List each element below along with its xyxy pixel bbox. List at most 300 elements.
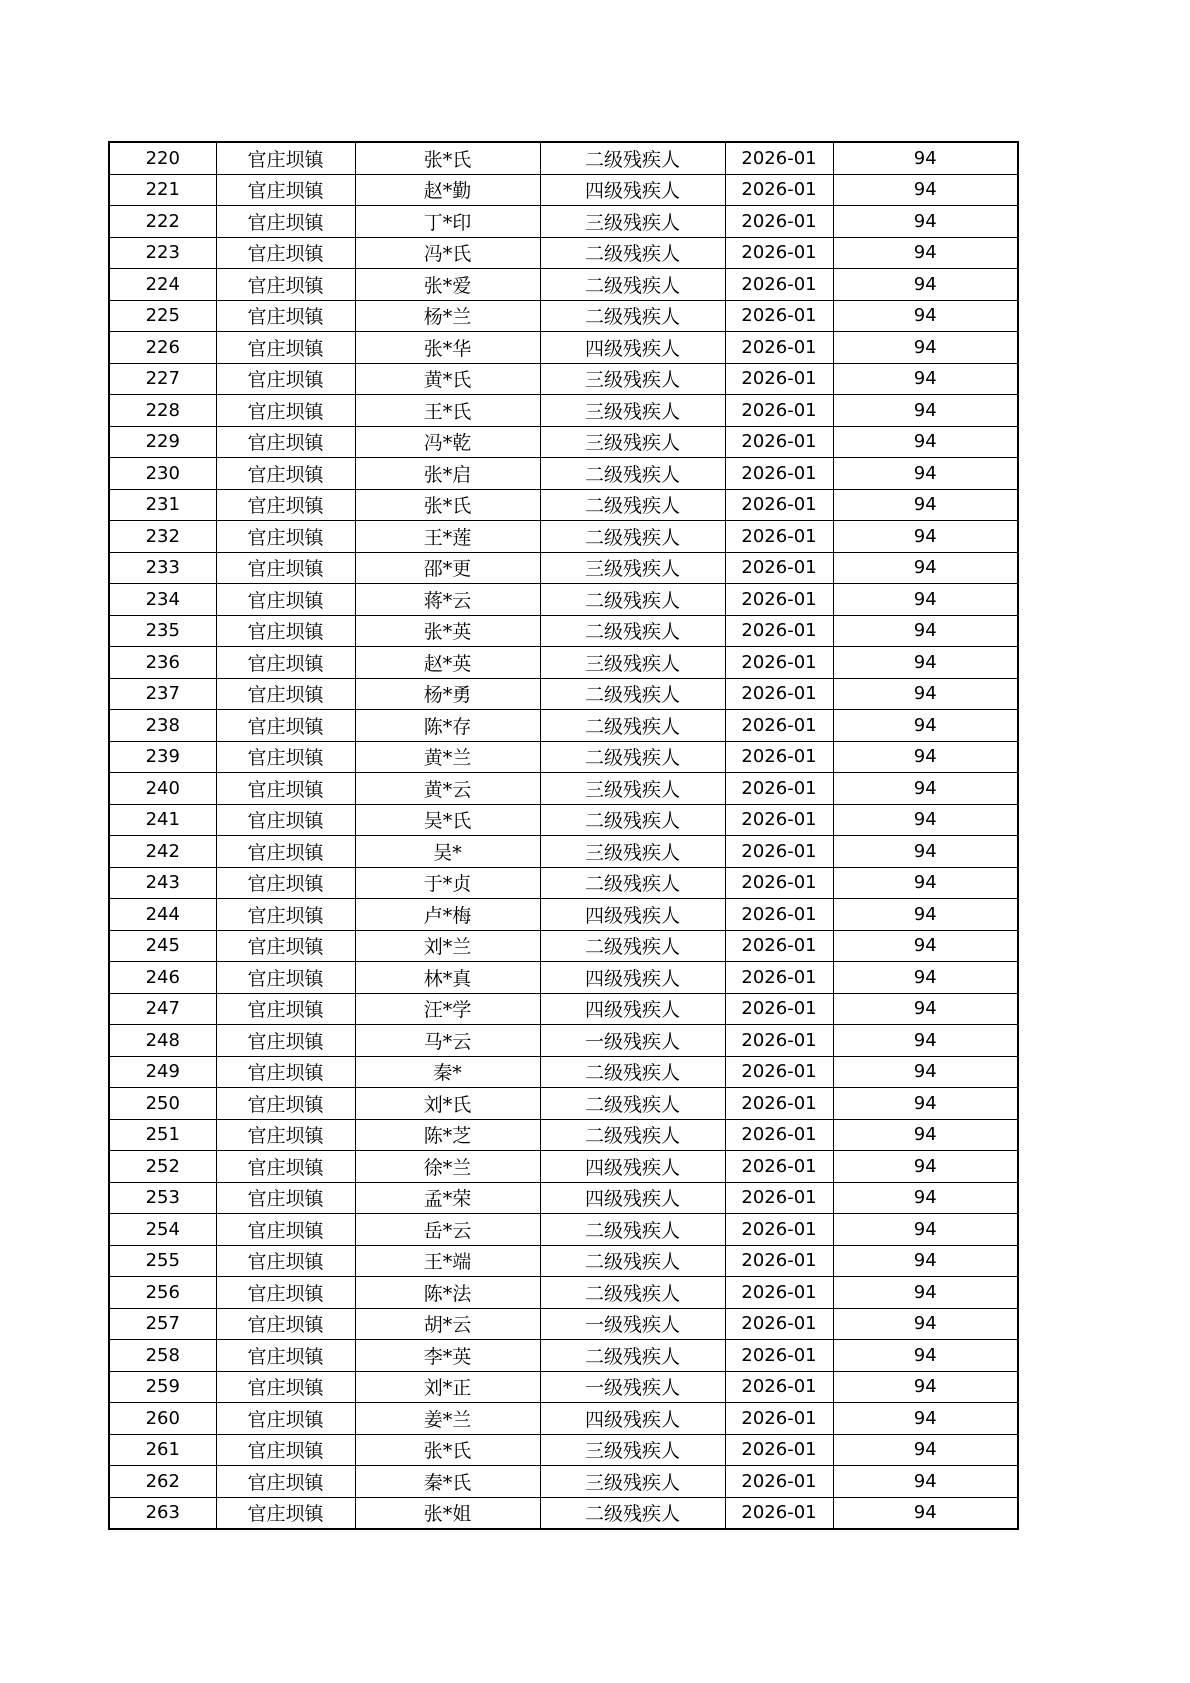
cell-number: 262 xyxy=(109,1466,216,1498)
cell-disability-level: 一级残疾人 xyxy=(540,1025,725,1057)
cell-month: 2026-01 xyxy=(725,1466,833,1498)
cell-number: 251 xyxy=(109,1119,216,1151)
cell-amount: 94 xyxy=(833,1340,1018,1372)
cell-disability-level: 二级残疾人 xyxy=(540,1277,725,1309)
cell-person-name: 赵*英 xyxy=(355,647,540,679)
cell-number: 226 xyxy=(109,332,216,364)
cell-disability-level: 四级残疾人 xyxy=(540,993,725,1025)
cell-month: 2026-01 xyxy=(725,615,833,647)
cell-disability-level: 一级残疾人 xyxy=(540,1371,725,1403)
cell-number: 231 xyxy=(109,489,216,521)
cell-disability-level: 二级残疾人 xyxy=(540,1119,725,1151)
cell-number: 248 xyxy=(109,1025,216,1057)
cell-month: 2026-01 xyxy=(725,1214,833,1246)
table-row xyxy=(109,993,1018,1025)
cell-town: 官庄坝镇 xyxy=(216,269,355,301)
cell-month: 2026-01 xyxy=(725,1497,833,1529)
cell-person-name: 陈*存 xyxy=(355,710,540,742)
cell-month: 2026-01 xyxy=(725,1340,833,1372)
cell-amount: 94 xyxy=(833,332,1018,364)
cell-town: 官庄坝镇 xyxy=(216,458,355,490)
cell-month: 2026-01 xyxy=(725,206,833,238)
cell-month: 2026-01 xyxy=(725,1371,833,1403)
cell-number: 249 xyxy=(109,1056,216,1088)
table-row xyxy=(109,1403,1018,1435)
table-row xyxy=(109,899,1018,931)
cell-person-name: 吴* xyxy=(355,836,540,868)
table-row xyxy=(109,300,1018,332)
cell-amount: 94 xyxy=(833,1466,1018,1498)
cell-amount: 94 xyxy=(833,458,1018,490)
cell-disability-level: 二级残疾人 xyxy=(540,710,725,742)
cell-disability-level: 二级残疾人 xyxy=(540,142,725,174)
cell-person-name: 刘*正 xyxy=(355,1371,540,1403)
cell-number: 221 xyxy=(109,174,216,206)
cell-number: 252 xyxy=(109,1151,216,1183)
cell-person-name: 丁*印 xyxy=(355,206,540,238)
cell-town: 官庄坝镇 xyxy=(216,584,355,616)
table-row xyxy=(109,237,1018,269)
cell-town: 官庄坝镇 xyxy=(216,521,355,553)
cell-disability-level: 二级残疾人 xyxy=(540,804,725,836)
cell-disability-level: 二级残疾人 xyxy=(540,269,725,301)
cell-number: 232 xyxy=(109,521,216,553)
cell-person-name: 张*爱 xyxy=(355,269,540,301)
cell-person-name: 黄*氏 xyxy=(355,363,540,395)
cell-month: 2026-01 xyxy=(725,1245,833,1277)
cell-town: 官庄坝镇 xyxy=(216,1308,355,1340)
cell-person-name: 张*英 xyxy=(355,615,540,647)
table-row xyxy=(109,521,1018,553)
table-row xyxy=(109,142,1018,174)
table-row xyxy=(109,1214,1018,1246)
cell-number: 258 xyxy=(109,1340,216,1372)
cell-amount: 94 xyxy=(833,647,1018,679)
cell-town: 官庄坝镇 xyxy=(216,206,355,238)
cell-person-name: 张*氏 xyxy=(355,1434,540,1466)
cell-number: 257 xyxy=(109,1308,216,1340)
cell-amount: 94 xyxy=(833,489,1018,521)
cell-town: 官庄坝镇 xyxy=(216,1340,355,1372)
cell-month: 2026-01 xyxy=(725,899,833,931)
cell-person-name: 秦*氏 xyxy=(355,1466,540,1498)
table-row xyxy=(109,363,1018,395)
cell-person-name: 于*贞 xyxy=(355,867,540,899)
cell-month: 2026-01 xyxy=(725,1403,833,1435)
cell-month: 2026-01 xyxy=(725,647,833,679)
cell-number: 224 xyxy=(109,269,216,301)
cell-person-name: 秦* xyxy=(355,1056,540,1088)
table-row xyxy=(109,930,1018,962)
cell-person-name: 岳*云 xyxy=(355,1214,540,1246)
cell-number: 222 xyxy=(109,206,216,238)
cell-amount: 94 xyxy=(833,1182,1018,1214)
cell-number: 247 xyxy=(109,993,216,1025)
cell-month: 2026-01 xyxy=(725,867,833,899)
cell-person-name: 王*端 xyxy=(355,1245,540,1277)
cell-number: 238 xyxy=(109,710,216,742)
cell-month: 2026-01 xyxy=(725,1119,833,1151)
cell-number: 223 xyxy=(109,237,216,269)
table-row xyxy=(109,1056,1018,1088)
cell-disability-level: 二级残疾人 xyxy=(540,1214,725,1246)
cell-town: 官庄坝镇 xyxy=(216,1277,355,1309)
cell-person-name: 黄*云 xyxy=(355,773,540,805)
table-row xyxy=(109,962,1018,994)
table-row xyxy=(109,1245,1018,1277)
cell-town: 官庄坝镇 xyxy=(216,993,355,1025)
cell-number: 235 xyxy=(109,615,216,647)
cell-person-name: 张*氏 xyxy=(355,489,540,521)
cell-disability-level: 三级残疾人 xyxy=(540,363,725,395)
cell-month: 2026-01 xyxy=(725,395,833,427)
table-row xyxy=(109,867,1018,899)
cell-month: 2026-01 xyxy=(725,426,833,458)
cell-town: 官庄坝镇 xyxy=(216,678,355,710)
cell-amount: 94 xyxy=(833,1277,1018,1309)
cell-town: 官庄坝镇 xyxy=(216,1214,355,1246)
cell-number: 253 xyxy=(109,1182,216,1214)
cell-number: 239 xyxy=(109,741,216,773)
cell-month: 2026-01 xyxy=(725,993,833,1025)
cell-number: 220 xyxy=(109,142,216,174)
cell-month: 2026-01 xyxy=(725,962,833,994)
cell-amount: 94 xyxy=(833,930,1018,962)
cell-person-name: 胡*云 xyxy=(355,1308,540,1340)
cell-month: 2026-01 xyxy=(725,584,833,616)
cell-number: 245 xyxy=(109,930,216,962)
cell-amount: 94 xyxy=(833,426,1018,458)
cell-disability-level: 二级残疾人 xyxy=(540,300,725,332)
table-row xyxy=(109,395,1018,427)
cell-town: 官庄坝镇 xyxy=(216,1466,355,1498)
cell-disability-level: 二级残疾人 xyxy=(540,521,725,553)
cell-number: 254 xyxy=(109,1214,216,1246)
cell-person-name: 李*英 xyxy=(355,1340,540,1372)
cell-town: 官庄坝镇 xyxy=(216,1151,355,1183)
cell-town: 官庄坝镇 xyxy=(216,332,355,364)
cell-month: 2026-01 xyxy=(725,773,833,805)
table-row xyxy=(109,773,1018,805)
table-row xyxy=(109,741,1018,773)
cell-amount: 94 xyxy=(833,363,1018,395)
cell-amount: 94 xyxy=(833,710,1018,742)
table-row xyxy=(109,552,1018,584)
cell-town: 官庄坝镇 xyxy=(216,615,355,647)
cell-month: 2026-01 xyxy=(725,332,833,364)
cell-disability-level: 三级残疾人 xyxy=(540,552,725,584)
cell-person-name: 张*氏 xyxy=(355,142,540,174)
cell-town: 官庄坝镇 xyxy=(216,836,355,868)
cell-number: 244 xyxy=(109,899,216,931)
cell-disability-level: 四级残疾人 xyxy=(540,174,725,206)
cell-number: 237 xyxy=(109,678,216,710)
cell-disability-level: 二级残疾人 xyxy=(540,489,725,521)
cell-amount: 94 xyxy=(833,1025,1018,1057)
table-row xyxy=(109,804,1018,836)
cell-disability-level: 三级残疾人 xyxy=(540,395,725,427)
cell-amount: 94 xyxy=(833,552,1018,584)
cell-amount: 94 xyxy=(833,1308,1018,1340)
cell-amount: 94 xyxy=(833,142,1018,174)
cell-amount: 94 xyxy=(833,174,1018,206)
cell-disability-level: 三级残疾人 xyxy=(540,206,725,238)
cell-person-name: 孟*荣 xyxy=(355,1182,540,1214)
cell-person-name: 张*启 xyxy=(355,458,540,490)
cell-month: 2026-01 xyxy=(725,741,833,773)
cell-disability-level: 二级残疾人 xyxy=(540,1497,725,1529)
cell-town: 官庄坝镇 xyxy=(216,552,355,584)
cell-disability-level: 三级残疾人 xyxy=(540,647,725,679)
table-row xyxy=(109,426,1018,458)
cell-town: 官庄坝镇 xyxy=(216,237,355,269)
cell-town: 官庄坝镇 xyxy=(216,1088,355,1120)
cell-disability-level: 二级残疾人 xyxy=(540,1056,725,1088)
cell-person-name: 邵*更 xyxy=(355,552,540,584)
cell-number: 261 xyxy=(109,1434,216,1466)
cell-month: 2026-01 xyxy=(725,363,833,395)
cell-month: 2026-01 xyxy=(725,300,833,332)
cell-month: 2026-01 xyxy=(725,552,833,584)
table-row xyxy=(109,1119,1018,1151)
cell-number: 243 xyxy=(109,867,216,899)
cell-disability-level: 二级残疾人 xyxy=(540,584,725,616)
cell-person-name: 刘*氏 xyxy=(355,1088,540,1120)
table-row xyxy=(109,1182,1018,1214)
cell-amount: 94 xyxy=(833,804,1018,836)
cell-town: 官庄坝镇 xyxy=(216,962,355,994)
cell-town: 官庄坝镇 xyxy=(216,930,355,962)
cell-person-name: 陈*芝 xyxy=(355,1119,540,1151)
table-row xyxy=(109,1497,1018,1529)
table-row xyxy=(109,1434,1018,1466)
cell-person-name: 冯*氏 xyxy=(355,237,540,269)
cell-number: 263 xyxy=(109,1497,216,1529)
cell-amount: 94 xyxy=(833,1214,1018,1246)
cell-town: 官庄坝镇 xyxy=(216,1245,355,1277)
cell-amount: 94 xyxy=(833,1371,1018,1403)
cell-disability-level: 二级残疾人 xyxy=(540,741,725,773)
cell-person-name: 张*华 xyxy=(355,332,540,364)
cell-number: 234 xyxy=(109,584,216,616)
cell-disability-level: 三级残疾人 xyxy=(540,773,725,805)
cell-town: 官庄坝镇 xyxy=(216,899,355,931)
cell-person-name: 冯*乾 xyxy=(355,426,540,458)
cell-month: 2026-01 xyxy=(725,1308,833,1340)
table-row xyxy=(109,1371,1018,1403)
cell-person-name: 赵*勤 xyxy=(355,174,540,206)
cell-number: 241 xyxy=(109,804,216,836)
cell-amount: 94 xyxy=(833,1434,1018,1466)
cell-amount: 94 xyxy=(833,1245,1018,1277)
cell-month: 2026-01 xyxy=(725,710,833,742)
cell-person-name: 林*真 xyxy=(355,962,540,994)
cell-number: 233 xyxy=(109,552,216,584)
cell-town: 官庄坝镇 xyxy=(216,1025,355,1057)
cell-town: 官庄坝镇 xyxy=(216,489,355,521)
cell-number: 242 xyxy=(109,836,216,868)
cell-disability-level: 三级残疾人 xyxy=(540,426,725,458)
cell-person-name: 杨*兰 xyxy=(355,300,540,332)
table-row xyxy=(109,1025,1018,1057)
cell-disability-level: 三级残疾人 xyxy=(540,1434,725,1466)
cell-amount: 94 xyxy=(833,521,1018,553)
cell-amount: 94 xyxy=(833,1403,1018,1435)
cell-disability-level: 二级残疾人 xyxy=(540,930,725,962)
cell-amount: 94 xyxy=(833,773,1018,805)
cell-town: 官庄坝镇 xyxy=(216,710,355,742)
cell-town: 官庄坝镇 xyxy=(216,174,355,206)
table-row xyxy=(109,458,1018,490)
cell-disability-level: 四级残疾人 xyxy=(540,1151,725,1183)
cell-month: 2026-01 xyxy=(725,1182,833,1214)
cell-disability-level: 四级残疾人 xyxy=(540,332,725,364)
table-row xyxy=(109,836,1018,868)
cell-month: 2026-01 xyxy=(725,521,833,553)
cell-month: 2026-01 xyxy=(725,836,833,868)
cell-disability-level: 二级残疾人 xyxy=(540,615,725,647)
table-row xyxy=(109,174,1018,206)
table-row xyxy=(109,206,1018,238)
table-row xyxy=(109,332,1018,364)
cell-disability-level: 二级残疾人 xyxy=(540,867,725,899)
table-row xyxy=(109,710,1018,742)
cell-number: 260 xyxy=(109,1403,216,1435)
cell-number: 236 xyxy=(109,647,216,679)
cell-month: 2026-01 xyxy=(725,1434,833,1466)
cell-month: 2026-01 xyxy=(725,142,833,174)
cell-amount: 94 xyxy=(833,962,1018,994)
cell-number: 256 xyxy=(109,1277,216,1309)
cell-person-name: 刘*兰 xyxy=(355,930,540,962)
cell-number: 229 xyxy=(109,426,216,458)
table-body xyxy=(109,142,1018,1529)
cell-town: 官庄坝镇 xyxy=(216,1056,355,1088)
cell-town: 官庄坝镇 xyxy=(216,1403,355,1435)
cell-month: 2026-01 xyxy=(725,1025,833,1057)
cell-number: 255 xyxy=(109,1245,216,1277)
cell-month: 2026-01 xyxy=(725,1151,833,1183)
cell-amount: 94 xyxy=(833,836,1018,868)
cell-disability-level: 四级残疾人 xyxy=(540,962,725,994)
cell-town: 官庄坝镇 xyxy=(216,300,355,332)
table-row xyxy=(109,1151,1018,1183)
cell-amount: 94 xyxy=(833,269,1018,301)
table-row xyxy=(109,615,1018,647)
cell-amount: 94 xyxy=(833,395,1018,427)
table-row xyxy=(109,489,1018,521)
cell-town: 官庄坝镇 xyxy=(216,363,355,395)
cell-number: 240 xyxy=(109,773,216,805)
cell-month: 2026-01 xyxy=(725,1056,833,1088)
table-row xyxy=(109,1308,1018,1340)
disability-subsidy-table xyxy=(108,141,1019,1530)
cell-month: 2026-01 xyxy=(725,1277,833,1309)
cell-number: 246 xyxy=(109,962,216,994)
cell-town: 官庄坝镇 xyxy=(216,773,355,805)
cell-number: 228 xyxy=(109,395,216,427)
cell-amount: 94 xyxy=(833,867,1018,899)
cell-person-name: 汪*学 xyxy=(355,993,540,1025)
cell-person-name: 陈*法 xyxy=(355,1277,540,1309)
cell-amount: 94 xyxy=(833,678,1018,710)
cell-disability-level: 二级残疾人 xyxy=(540,1245,725,1277)
cell-month: 2026-01 xyxy=(725,237,833,269)
cell-town: 官庄坝镇 xyxy=(216,1182,355,1214)
cell-town: 官庄坝镇 xyxy=(216,142,355,174)
cell-person-name: 徐*兰 xyxy=(355,1151,540,1183)
cell-town: 官庄坝镇 xyxy=(216,804,355,836)
cell-month: 2026-01 xyxy=(725,678,833,710)
cell-amount: 94 xyxy=(833,1056,1018,1088)
cell-person-name: 张*姐 xyxy=(355,1497,540,1529)
cell-disability-level: 二级残疾人 xyxy=(540,237,725,269)
cell-month: 2026-01 xyxy=(725,489,833,521)
cell-person-name: 吴*氏 xyxy=(355,804,540,836)
cell-disability-level: 二级残疾人 xyxy=(540,678,725,710)
cell-amount: 94 xyxy=(833,300,1018,332)
cell-person-name: 卢*梅 xyxy=(355,899,540,931)
cell-number: 250 xyxy=(109,1088,216,1120)
cell-town: 官庄坝镇 xyxy=(216,1119,355,1151)
cell-person-name: 马*云 xyxy=(355,1025,540,1057)
cell-disability-level: 二级残疾人 xyxy=(540,1088,725,1120)
table-row xyxy=(109,1088,1018,1120)
table-row xyxy=(109,1466,1018,1498)
cell-month: 2026-01 xyxy=(725,804,833,836)
cell-month: 2026-01 xyxy=(725,1088,833,1120)
table-row xyxy=(109,1277,1018,1309)
cell-disability-level: 三级残疾人 xyxy=(540,1466,725,1498)
cell-month: 2026-01 xyxy=(725,269,833,301)
cell-town: 官庄坝镇 xyxy=(216,1434,355,1466)
cell-amount: 94 xyxy=(833,741,1018,773)
table-row xyxy=(109,678,1018,710)
cell-amount: 94 xyxy=(833,899,1018,931)
cell-person-name: 王*莲 xyxy=(355,521,540,553)
cell-amount: 94 xyxy=(833,584,1018,616)
cell-disability-level: 四级残疾人 xyxy=(540,1182,725,1214)
cell-amount: 94 xyxy=(833,1088,1018,1120)
cell-number: 227 xyxy=(109,363,216,395)
cell-town: 官庄坝镇 xyxy=(216,1371,355,1403)
cell-person-name: 黄*兰 xyxy=(355,741,540,773)
cell-amount: 94 xyxy=(833,993,1018,1025)
table-row xyxy=(109,1340,1018,1372)
cell-disability-level: 二级残疾人 xyxy=(540,1340,725,1372)
cell-month: 2026-01 xyxy=(725,174,833,206)
cell-month: 2026-01 xyxy=(725,458,833,490)
cell-town: 官庄坝镇 xyxy=(216,426,355,458)
cell-number: 259 xyxy=(109,1371,216,1403)
table-row xyxy=(109,647,1018,679)
cell-town: 官庄坝镇 xyxy=(216,741,355,773)
table-row xyxy=(109,584,1018,616)
cell-amount: 94 xyxy=(833,237,1018,269)
cell-person-name: 杨*勇 xyxy=(355,678,540,710)
cell-amount: 94 xyxy=(833,1151,1018,1183)
cell-amount: 94 xyxy=(833,1497,1018,1529)
cell-disability-level: 四级残疾人 xyxy=(540,899,725,931)
cell-number: 230 xyxy=(109,458,216,490)
cell-disability-level: 二级残疾人 xyxy=(540,458,725,490)
cell-town: 官庄坝镇 xyxy=(216,867,355,899)
cell-person-name: 蒋*云 xyxy=(355,584,540,616)
table-row xyxy=(109,269,1018,301)
cell-disability-level: 四级残疾人 xyxy=(540,1403,725,1435)
cell-amount: 94 xyxy=(833,615,1018,647)
cell-disability-level: 三级残疾人 xyxy=(540,836,725,868)
